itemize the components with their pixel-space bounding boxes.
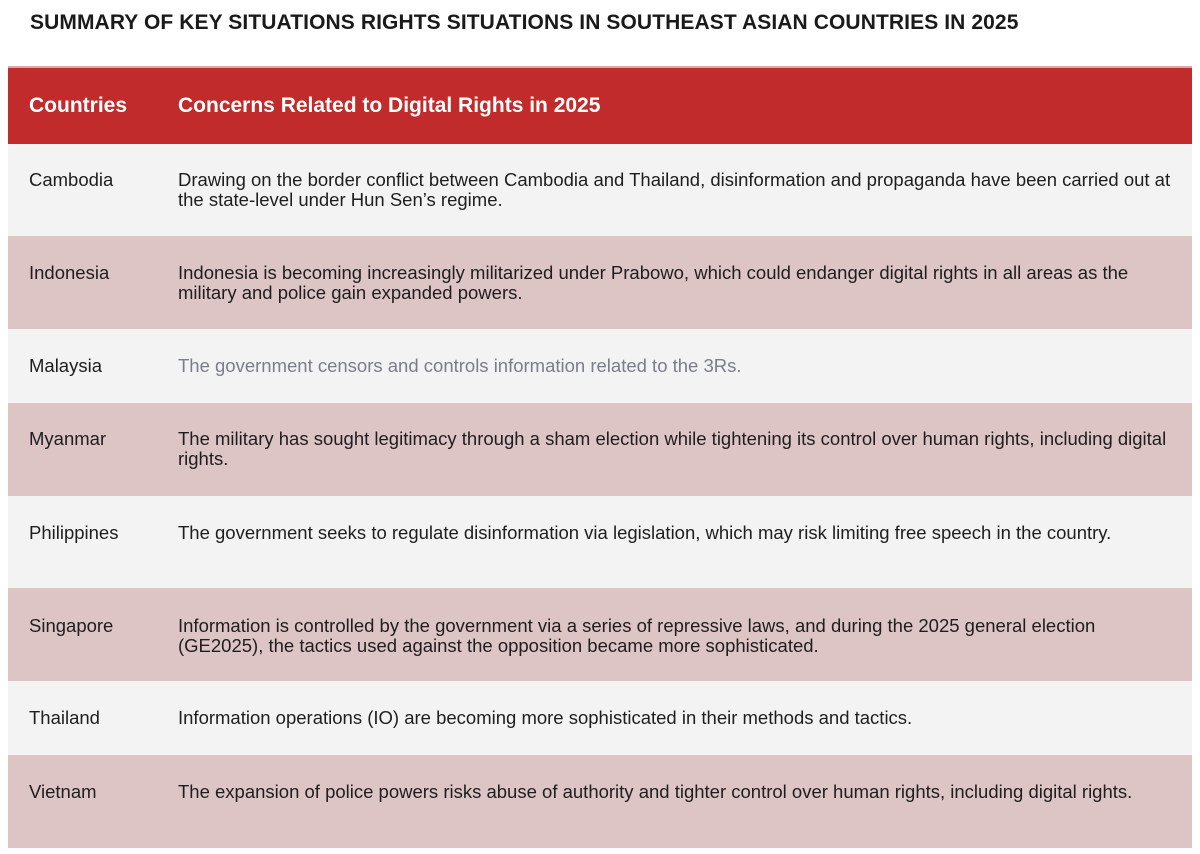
country-cell: Philippines [29, 522, 119, 543]
country-cell: Vietnam [29, 781, 97, 802]
table-row-philippines [8, 496, 1192, 588]
country-cell: Singapore [29, 615, 114, 636]
concern-cell: Indonesia is becoming increasingly militarized under Prabowo, which could endanger digital rights in all areas as the military and police gain expanded powers. [178, 262, 1129, 303]
table-header [8, 68, 1192, 144]
concern-cell: The government seeks to regulate disinformation via legislation, which may risk limiting free speech in the country. [178, 522, 1112, 543]
country-cell: Myanmar [29, 428, 107, 449]
table-row-cambodia [8, 144, 1192, 236]
table-row-myanmar [8, 403, 1192, 496]
page-title: SUMMARY OF KEY SITUATIONS RIGHTS SITUATIONS IN SOUTHEAST ASIAN COUNTRIES IN 2025 [30, 11, 1019, 34]
table-row-thailand [8, 681, 1192, 755]
table-row-singapore [8, 588, 1192, 681]
concern-cell: The expansion of police powers risks abuse of authority and tighter control over human rights, including digital rights. [178, 781, 1133, 802]
concern-cell: Drawing on the border conflict between Cambodia and Thailand, disinformation and propaganda have been carried out at the state-level under Hun Sen’s regime. [178, 169, 1171, 210]
concern-cell: Information is controlled by the government via a series of repressive laws, and during the 2025 general election (GE2025), the tactics used against the opposition became more sophisticated. [178, 615, 1096, 656]
header-concerns: Concerns Related to Digital Rights in 2025 [178, 94, 601, 117]
country-cell: Indonesia [29, 262, 110, 283]
table-row-malaysia [8, 329, 1192, 403]
concern-cell: The military has sought legitimacy through a sham election while tightening its control over human rights, including digital rights. [178, 428, 1167, 469]
country-cell: Cambodia [29, 169, 114, 190]
digital-rights-table [8, 66, 1192, 848]
country-cell: Malaysia [29, 355, 102, 376]
concern-cell: The government censors and controls information related to the 3Rs. [178, 355, 742, 376]
table-row-indonesia [8, 236, 1192, 329]
country-cell: Thailand [29, 707, 100, 728]
table-row-vietnam [8, 755, 1192, 848]
concern-cell: Information operations (IO) are becoming more sophisticated in their methods and tactics. [178, 707, 913, 728]
header-countries: Countries [29, 94, 128, 117]
